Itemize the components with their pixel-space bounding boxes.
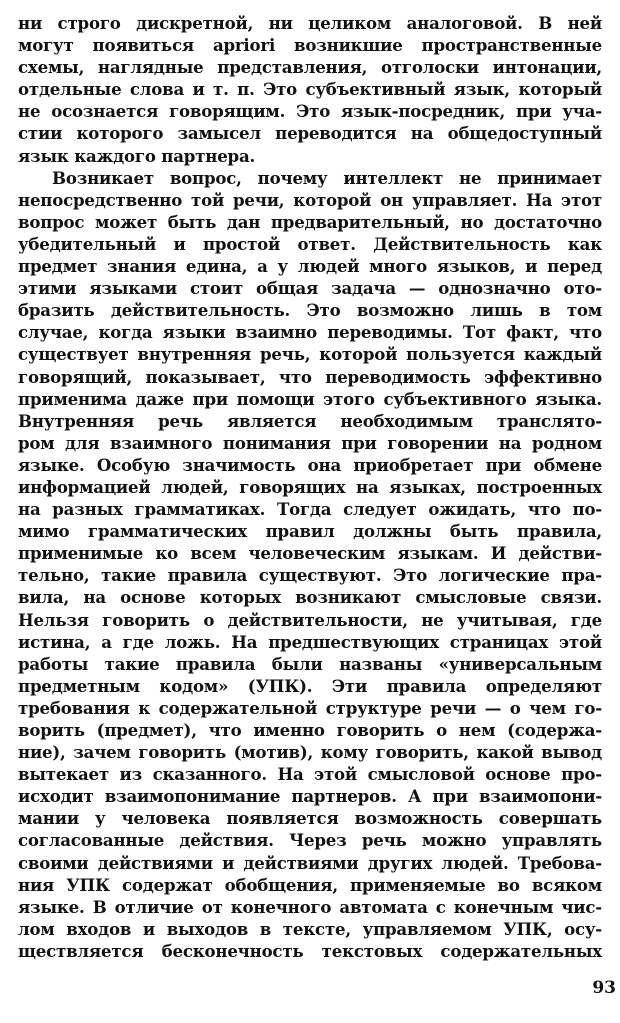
text-line: истина, а где ложь. На предшествующих страницах этой <box>18 631 602 652</box>
text-line: Нельзя говорить о действительности, не учитывая, где <box>18 609 602 630</box>
text-line: предметным кодом» (УПК). Эти правила определяют <box>18 675 602 696</box>
text-line: мании у человека появляется возможность совершать <box>18 808 602 829</box>
text-line: не осознается говорящим. Это язык-посредник, при уча- <box>18 101 602 122</box>
text-line: непосредственно той речи, которой он управляет. На этот <box>18 189 602 210</box>
text-line: стии которого замысел переводится на общедоступный <box>18 123 602 144</box>
text-line: Возникает вопрос, почему интеллект не принимает <box>52 167 602 188</box>
text-line: требования к содержательной структуре речи — о чем го- <box>18 697 602 718</box>
text-line: языке. В отличие от конечного автомата с конечным чис- <box>18 896 602 917</box>
text-line: ния УПК содержат обобщения, применяемые во всяком <box>18 874 602 895</box>
book-page <box>18 12 602 1012</box>
text-line: ществляется бесконечность текстовых содержательных <box>18 940 602 961</box>
text-line: тельно, такие правила существуют. Это логические пра- <box>18 565 602 586</box>
text-line: языке. Особую значимость она приобретает при обмене <box>18 454 602 475</box>
text-line: согласованные действия. Через речь можно управлять <box>18 830 602 851</box>
text-line: применимые ко всем человеческим языкам. И действи- <box>18 543 602 564</box>
paragraph-2 <box>18 167 602 962</box>
text-line: мимо грамматических правил должны быть правила, <box>18 521 602 542</box>
text-line: существует внутренняя речь, которой пользуется каждый <box>18 344 602 365</box>
text-line: лом входов и выходов в тексте, управляемом УПК, осу- <box>18 918 602 939</box>
page-number: 93 <box>592 978 616 998</box>
text-line: ворить (предмет), что именно говорить о нем (содержа- <box>18 720 602 740</box>
text-line: отдельные слова и т. п. Это субъективный язык, который <box>18 79 602 100</box>
text-line: этими языками стоит общая задача — однозначно ото- <box>18 278 602 299</box>
text-line: вытекает из сказанного. На этой смысловой основе про- <box>18 764 602 785</box>
text-line: работы такие правила были названы «универсальным <box>18 653 602 674</box>
text-line: могут появиться apriori возникшие пространственные <box>18 35 602 56</box>
text-line: язык каждого партнера. <box>18 145 256 166</box>
text-line: исходит взаимопонимание партнеров. А при взаимопони- <box>18 786 602 807</box>
text-line: случае, когда языки взаимно переводимы. Тот факт, что <box>18 322 602 343</box>
text-line: вила, на основе которых возникают смысловые связи. <box>18 587 602 608</box>
text-line: ром для взаимного понимания при говорении на родном <box>18 432 602 453</box>
text-line: убедительный и простой ответ. Действительность как <box>18 233 602 254</box>
text-line: говорящий, показывает, что переводимость эффективно <box>18 366 602 387</box>
text-line: вопрос может быть дан предварительный, но достаточно <box>18 211 602 232</box>
text-line: применима даже при помощи этого субъективного языка. <box>18 388 602 409</box>
text-line: информацией людей, говорящих на языках, построенных <box>18 476 602 497</box>
text-line: Внутренняя речь является необходимым транслято- <box>18 410 602 431</box>
text-line: своими действиями и действиями других людей. Требова- <box>18 852 602 873</box>
text-line: предмет знания едина, а у людей много языков, и перед <box>18 256 602 277</box>
text-line: бразить действительность. Это возможно лишь в том <box>18 300 602 321</box>
text-line: на разных грамматиках. Тогда следует ожидать, что по- <box>18 499 602 520</box>
paragraph-1 <box>18 12 602 167</box>
text-line: схемы, наглядные представления, отголоски интонации, <box>18 57 602 78</box>
text-line: ние), зачем говорить (мотив), кому говорить, какой вывод <box>18 742 602 763</box>
text-line: ни строго дискретной, ни целиком аналоговой. В ней <box>18 13 602 33</box>
